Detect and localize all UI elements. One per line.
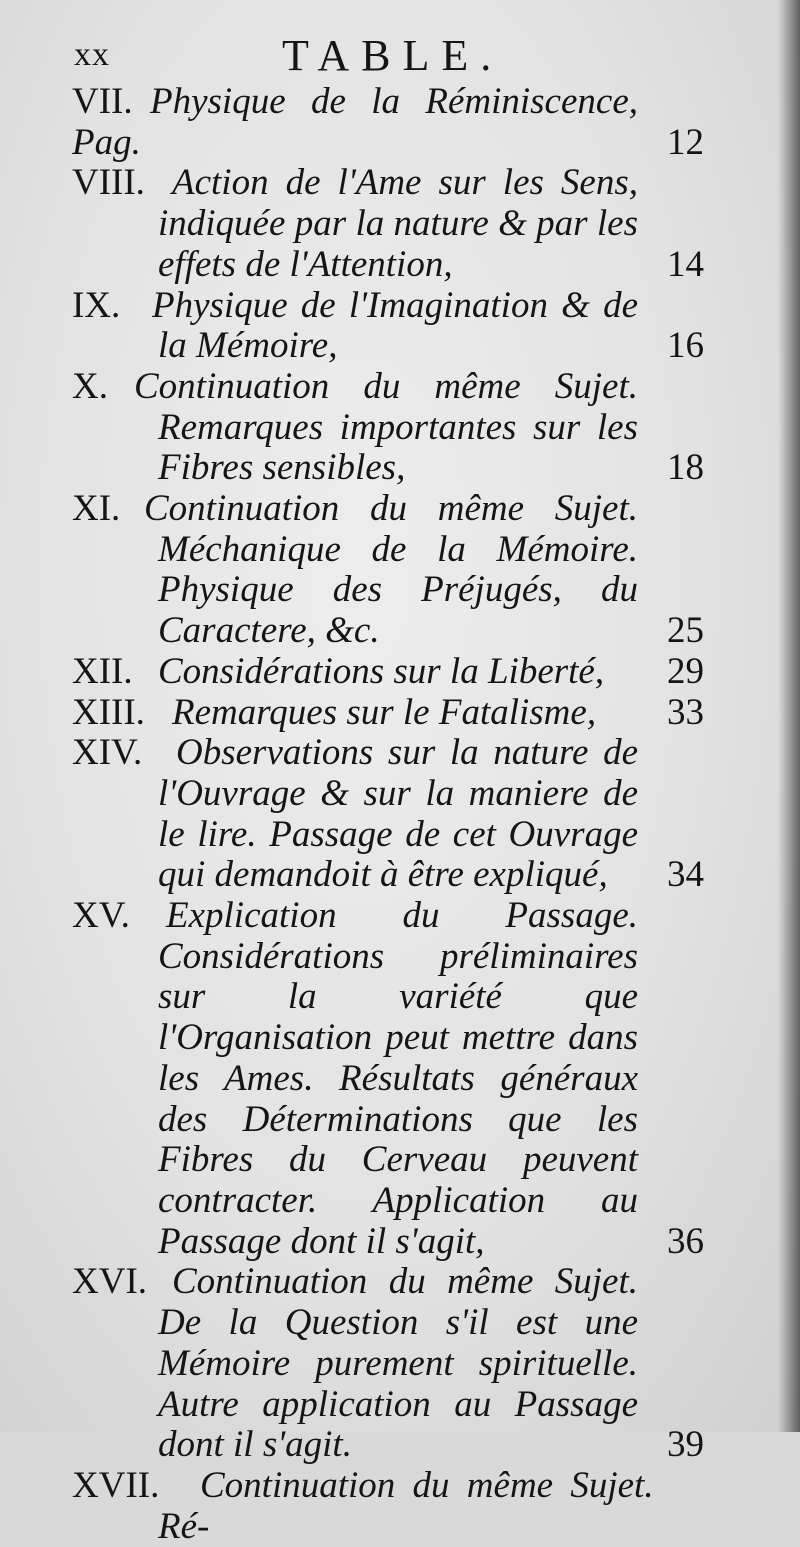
toc-entry [72,1262,704,1466]
chapter-title: Physique de l'Imagination & de la Mémoire, [152,284,638,367]
chapter-number: XVII. [72,1464,160,1506]
toc-entry [72,733,704,896]
page-number: 16 [667,325,704,367]
toc-entry [72,367,704,489]
page-number: 34 [667,854,704,896]
table-of-contents [72,82,704,1547]
page-header [0,30,800,80]
chapter-title: Continuation du même Sujet. Remarques importantes sur les Fibres sensibles, [134,365,638,489]
page-number: 29 [667,650,704,692]
chapter-title: Observations sur la nature de l'Ouvrage & sur la maniere de le lire. Passage de cet Ouvrage qui demandoit à être expliqué, [158,732,638,896]
toc-entry [72,489,704,652]
chapter-title: Explication du Passage. Considérations préliminaires sur la variété que l'Organisation peut mettre dans les Ames. Résultats généraux des Déterminations que les Fibres du Cerveau peuvent contracter. Application au Passage dont il s'agit, [158,895,638,1262]
page-number: 18 [667,447,704,489]
toc-entry [72,1466,704,1547]
toc-entry [72,652,704,693]
chapter-title: Continuation du même Sujet. Ré- [158,1464,654,1547]
chapter-title: Remarques sur le Fatalisme, [172,691,597,733]
chapter-number: IX. [72,284,121,326]
page-edge-shadow [778,0,800,1432]
chapter-number: XI. [72,488,121,530]
chapter-number: XIII. [72,691,145,733]
chapter-number: XIV. [72,732,143,774]
chapter-number: X. [72,365,108,407]
page-number: 33 [667,691,704,733]
page-number: 14 [667,243,704,285]
chapter-number: XII. [72,650,133,692]
chapter-title: Physique de la Réminiscence, Pag. [72,81,638,163]
chapter-title: Action de l'Ame sur les Sens, indiquée par la nature & par les effets de l'Attention, [158,162,638,285]
page-number: 12 [667,121,704,163]
chapter-title: Continuation du même Sujet. De la Question s'il est une Mémoire purement spirituelle. Autre application au Passage dont il s'agit. [158,1261,638,1466]
toc-entry [72,896,704,1262]
toc-entry [72,163,704,285]
chapter-number: XVI. [72,1261,148,1303]
chapter-number: XV. [72,895,130,937]
chapter-title: Considérations sur la Liberté, [158,650,605,692]
chapter-number: VIII. [72,162,145,204]
chapter-title: Continuation du même Sujet. Méchanique de la Mémoire. Physique des Préjugés, du Caractere, &c. [144,488,638,652]
page-folio: xx [74,36,110,73]
page-number: 25 [667,610,704,652]
chapter-number: VII. [72,81,133,122]
toc-entry [72,286,704,367]
running-title: TABLE. [282,31,504,80]
page-number: 39 [667,1424,704,1466]
page-number: 36 [667,1220,704,1262]
toc-entry [72,82,704,163]
toc-entry [72,693,704,734]
